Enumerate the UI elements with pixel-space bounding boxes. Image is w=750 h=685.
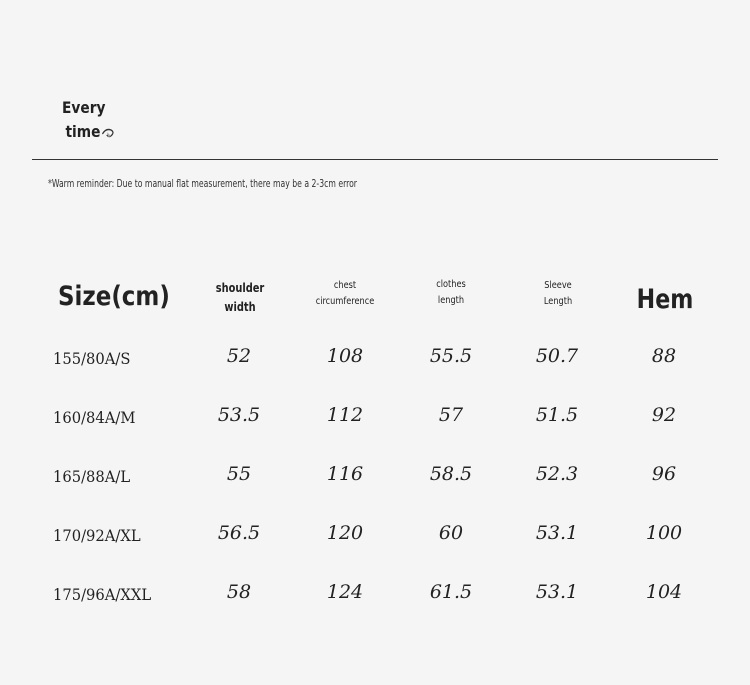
- brand-line-2: time: [65, 122, 101, 141]
- header-sleeve-line1: Sleeve: [544, 280, 572, 291]
- row-3-size: 165/88A/L: [53, 467, 131, 486]
- header-chest-line1: chest: [333, 280, 357, 291]
- row-4-shoulder: 56.5: [217, 522, 261, 544]
- header-shoulder-line2: width: [224, 300, 256, 314]
- row-3-length: 58.5: [429, 463, 473, 485]
- header-chest-circumference: [296, 278, 394, 310]
- row-1-hem: 88: [651, 345, 677, 367]
- row-1-size: 155/80A/S: [53, 349, 131, 368]
- row-2-size: 160/84A/M: [53, 408, 136, 427]
- row-4-length: 60: [438, 522, 464, 544]
- row-5-shoulder: 58: [226, 581, 252, 603]
- header-size: Size(cm): [58, 281, 170, 312]
- row-2-shoulder: 53.5: [217, 404, 261, 426]
- row-2-length: 57: [438, 404, 464, 426]
- row-4-chest: 120: [326, 522, 364, 544]
- row-1-length: 55.5: [429, 345, 473, 367]
- row-4-size: 170/92A/XL: [53, 526, 141, 545]
- row-2-sleeve: 51.5: [535, 404, 579, 426]
- row-3-sleeve: 52.3: [535, 463, 579, 485]
- row-5-hem: 104: [645, 581, 683, 603]
- row-5-sleeve: 53.1: [535, 581, 579, 603]
- row-3-chest: 116: [326, 463, 364, 485]
- row-5-length: 61.5: [429, 581, 473, 603]
- header-shoulder-width: [191, 279, 289, 317]
- row-1-sleeve: 50.7: [535, 345, 579, 367]
- row-4-hem: 100: [645, 522, 683, 544]
- header-clothes-line2: length: [437, 295, 465, 306]
- warm-reminder: *Warm reminder: Due to manual flat measurement, there may be a 2-3cm error: [48, 177, 357, 190]
- row-2-chest: 112: [326, 404, 364, 426]
- row-3-shoulder: 55: [226, 463, 252, 485]
- header-hem: Hem: [636, 284, 694, 315]
- row-2-hem: 92: [651, 404, 677, 426]
- row-5-size: 175/96A/XXL: [53, 585, 152, 604]
- brand-line-1: Every: [62, 98, 106, 117]
- header-clothes-length: [402, 277, 500, 309]
- header-clothes-line1: clothes: [436, 279, 466, 290]
- row-5-chest: 124: [326, 581, 364, 603]
- header-sleeve-line2: Length: [543, 296, 573, 307]
- header-sleeve-length: [509, 278, 607, 310]
- header-shoulder-line1: shoulder: [215, 281, 265, 295]
- row-1-shoulder: 52: [226, 345, 252, 367]
- row-3-hem: 96: [651, 463, 677, 485]
- header-chest-line2: circumference: [315, 296, 375, 307]
- row-1-chest: 108: [326, 345, 364, 367]
- row-4-sleeve: 53.1: [535, 522, 579, 544]
